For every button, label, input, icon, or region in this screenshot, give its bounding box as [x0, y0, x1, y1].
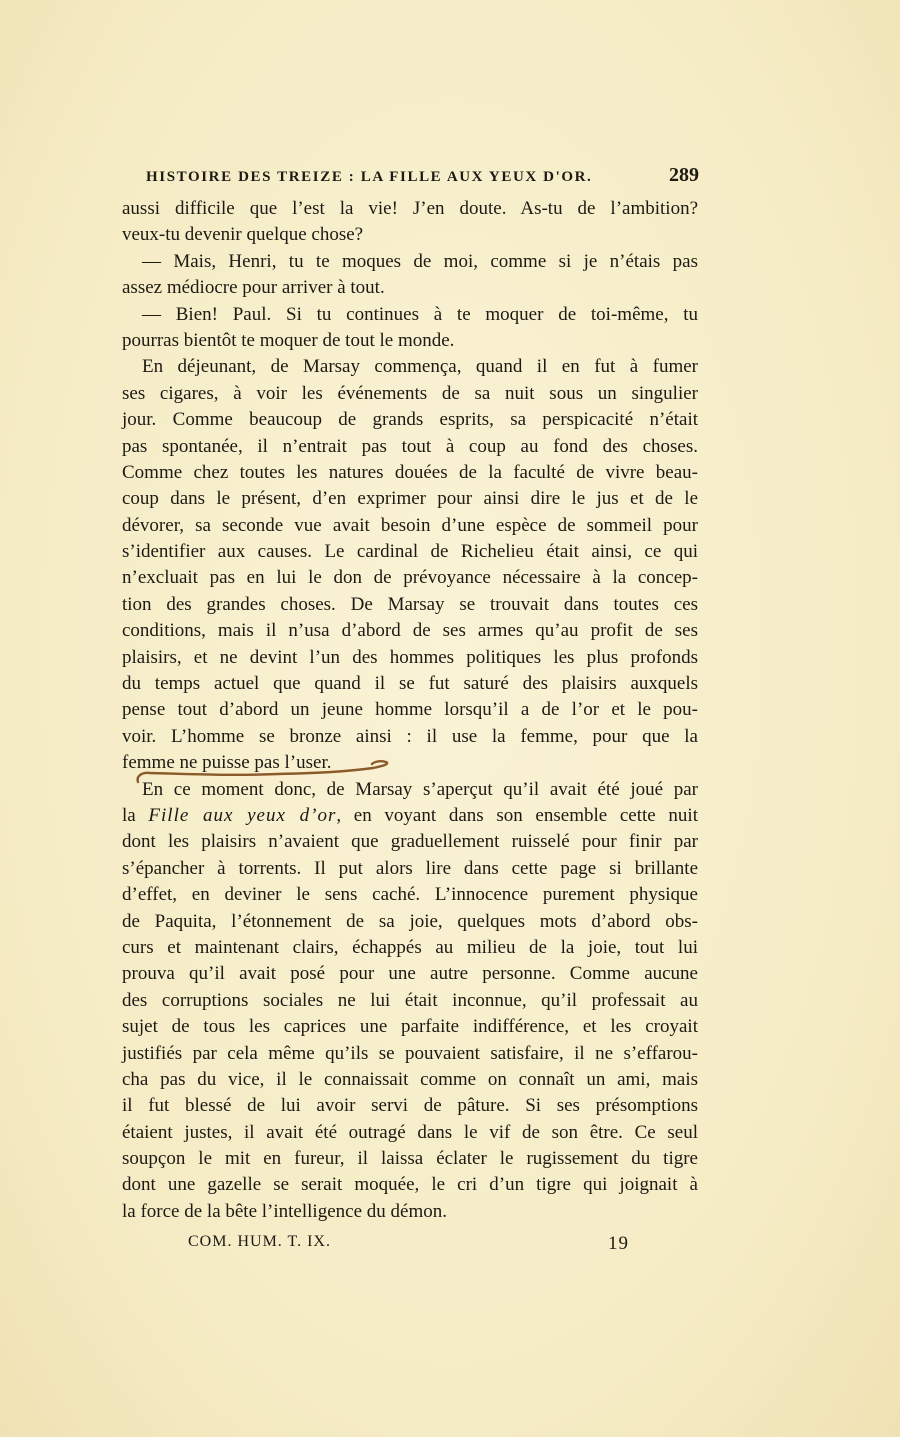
- text-line-content: tion des grandes choses. De Marsay se trouvait dans toutes ces: [122, 593, 698, 615]
- text-line-content: il fut blessé de lui avoir servi de pâture. Si ses présomptions: [122, 1095, 698, 1117]
- text-line: [122, 1014, 698, 1040]
- text-line: [122, 1120, 698, 1146]
- text-line-content: coup dans le présent, d’en exprimer pour ainsi dire le jus et de le: [122, 488, 698, 510]
- text-line: [122, 486, 698, 512]
- text-line: [122, 909, 698, 935]
- text-line: [122, 671, 698, 697]
- text-line-content: ses cigares, à voir les événements de sa nuit sous un singulier: [122, 382, 698, 404]
- italic-title: Fille aux yeux d’or: [148, 804, 337, 826]
- text-line: [122, 645, 698, 671]
- text-line: [122, 1093, 698, 1119]
- text-line: [122, 354, 698, 380]
- text-line-content: des corruptions sociales ne lui était inconnue, qu’il professait au: [122, 989, 698, 1011]
- text-line: [122, 856, 698, 882]
- text-line-content: assez médiocre pour arriver à tout.: [122, 277, 385, 299]
- text-line: [122, 829, 698, 855]
- text-line: [122, 1041, 698, 1067]
- text-line: [122, 381, 698, 407]
- text-line-content: d’effet, en deviner le sens caché. L’innocence purement physique: [122, 884, 698, 906]
- text-line-content: voir. L’homme se bronze ainsi : il use la femme, pour que la: [122, 725, 698, 747]
- text-line-content: — Bien! Paul. Si tu continues à te moquer de toi-même, tu: [142, 303, 698, 325]
- text-line-content: jour. Comme beaucoup de grands esprits, sa perspicacité n’était: [122, 409, 698, 431]
- text-line-content: pas spontanée, il n’entrait pas tout à coup au fond des choses.: [122, 435, 698, 457]
- text-line-content: cha pas du vice, il le connaissait comme on connaît un ami, mais: [122, 1068, 698, 1090]
- text-line-content: , en voyant dans son ensemble cette nuit: [336, 804, 698, 826]
- text-line-content: pourras bientôt te moquer de tout le monde.: [122, 329, 455, 351]
- text-line-content: étaient justes, il avait été outragé dans le vif de son être. Ce seul: [122, 1121, 698, 1143]
- text-line-content: de Paquita, l’étonnement de sa joie, quelques mots d’abord obs-: [122, 910, 698, 932]
- text-line-content: dévorer, sa seconde vue avait besoin d’une espèce de sommeil pour: [122, 514, 698, 536]
- text-line: [122, 1146, 698, 1172]
- text-line: [122, 407, 698, 433]
- text-line: [122, 328, 698, 354]
- text-line: [122, 935, 698, 961]
- text-line: [122, 539, 698, 565]
- text-line-content: la force de la bête l’intelligence du démon.: [122, 1200, 447, 1222]
- text-line: [122, 697, 698, 723]
- text-line: [122, 302, 698, 328]
- text-line: [122, 618, 698, 644]
- text-line-content: prouva qu’il avait posé pour une autre personne. Comme aucune: [122, 963, 698, 985]
- text-line-content: curs et maintenant clairs, échappés au milieu de la joie, tout lui: [122, 936, 698, 958]
- text-line-content: femme ne puisse pas l’user.: [122, 752, 332, 774]
- text-line: [122, 724, 698, 750]
- text-line: [122, 513, 698, 539]
- text-line-content: la: [122, 804, 149, 826]
- text-line-content: justifiés par cela même qu’ils se pouvaient satisfaire, il ne s’effarou-: [122, 1042, 698, 1064]
- body-text: [122, 196, 698, 1225]
- text-line-content: conditions, mais il n’usa d’abord de ses armes qu’au profit de ses: [122, 620, 698, 642]
- text-line-content: En ce moment donc, de Marsay s’aperçut qu’il avait été joué par: [142, 778, 698, 800]
- text-line: [122, 275, 698, 301]
- text-line: [122, 565, 698, 591]
- text-line: [122, 460, 698, 486]
- text-line-content: s’épancher à torrents. Il put alors lire dans cette page si brillante: [122, 857, 698, 879]
- text-line: [122, 1199, 698, 1225]
- text-line: [122, 1172, 698, 1198]
- text-line-content: plaisirs, et ne devint l’un des hommes politiques les plus profonds: [122, 646, 698, 668]
- text-line: [122, 803, 698, 829]
- text-line-content: — Mais, Henri, tu te moques de moi, comme si je n’étais pas: [142, 250, 698, 272]
- page-number: 289: [669, 164, 699, 186]
- text-line-content: dont une gazelle se serait moquée, le cri d’un tigre qui joignait à: [122, 1174, 698, 1196]
- text-line-content: sujet de tous les caprices une parfaite indifférence, et les croyait: [122, 1016, 698, 1038]
- text-line-content: veux-tu devenir quelque chose?: [122, 224, 364, 246]
- text-line-content: aussi difficile que l’est la vie! J’en doute. As-tu de l’ambition?: [122, 198, 698, 219]
- text-line: [122, 1067, 698, 1093]
- text-line: [122, 961, 698, 987]
- running-header: [146, 164, 699, 187]
- running-title: HISTOIRE DES TREIZE : LA FILLE AUX YEUX D'OR.: [146, 169, 593, 185]
- text-line-content: pense tout d’abord un jeune homme lorsqu’il a de l’or et le pou-: [122, 699, 698, 721]
- text-line-content: soupçon le mit en fureur, il laissa éclater le rugissement du tigre: [122, 1148, 698, 1170]
- text-line: [122, 592, 698, 618]
- text-line-content: du temps actuel que quand il se fut saturé des plaisirs auxquels: [122, 673, 698, 695]
- text-line-content: n’excluait pas en lui le don de prévoyance nécessaire à la concep-: [122, 567, 698, 589]
- footer-signature: COM. HUM. T. IX.: [188, 1233, 331, 1250]
- text-line-content: En déjeunant, de Marsay commença, quand il en fut à fumer: [142, 356, 698, 378]
- text-line: [122, 249, 698, 275]
- handwritten-underline-annotation: [128, 752, 398, 792]
- text-line: [122, 882, 698, 908]
- text-line-content: dont les plaisirs n’avaient que graduellement ruisselé pour finir par: [122, 831, 698, 853]
- text-line: [122, 196, 698, 222]
- text-line: [122, 434, 698, 460]
- text-line: [122, 988, 698, 1014]
- text-line-content: Comme chez toutes les natures douées de la faculté de vivre beau-: [122, 461, 698, 483]
- text-line: [122, 222, 698, 248]
- text-line-content: s’identifier aux causes. Le cardinal de Richelieu était ainsi, ce qui: [122, 541, 698, 563]
- footer-sheet-number: 19: [608, 1233, 629, 1254]
